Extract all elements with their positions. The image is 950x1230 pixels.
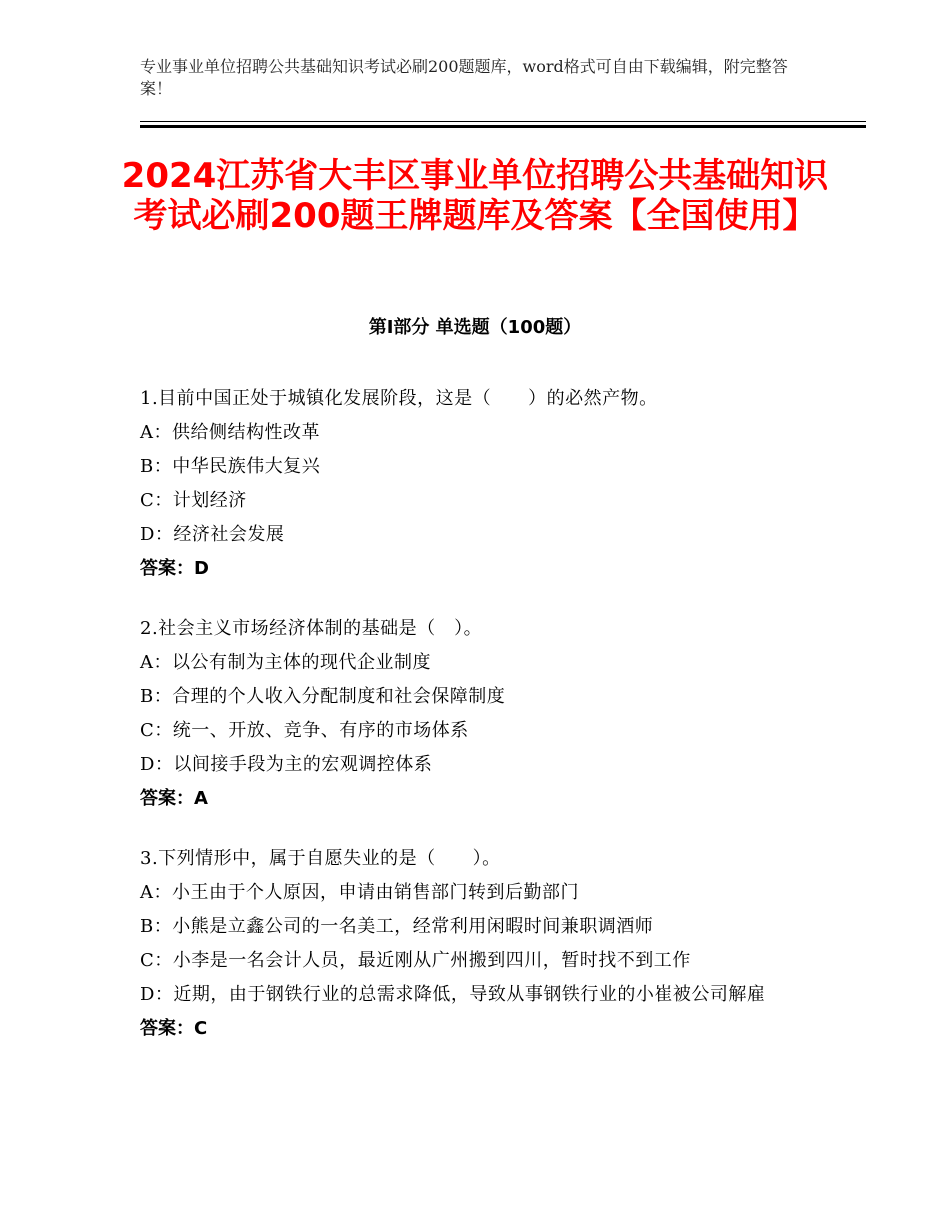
header-rule-thin bbox=[140, 121, 866, 122]
question-list bbox=[140, 382, 810, 1072]
header-rule-thick bbox=[140, 125, 866, 128]
option-c: C：小李是一名会计人员，最近刚从广州搬到四川，暂时找不到工作 bbox=[140, 950, 691, 971]
option-d: D：近期，由于钢铁行业的总需求降低，导致从事钢铁行业的小崔被公司解雇 bbox=[140, 984, 766, 1005]
option-b: B：中华民族伟大复兴 bbox=[140, 456, 321, 477]
header-note: 专业事业单位招聘公共基础知识考试必刷200题题库，word格式可自由下载编辑，附完整答案！ bbox=[140, 57, 788, 98]
answer: 答案：C bbox=[140, 1018, 208, 1039]
question-stem: 1.目前中国正处于城镇化发展阶段，这是（ ）的必然产物。 bbox=[140, 388, 658, 409]
document-title: 2024江苏省大丰区事业单位招聘公共基础知识考试必刷200题王牌题库及答案【全国使用】 bbox=[121, 156, 829, 236]
option-b: B：合理的个人收入分配制度和社会保障制度 bbox=[140, 686, 506, 707]
option-d: D：经济社会发展 bbox=[140, 524, 285, 545]
section-title: 第Ⅰ部分 单选题（100题） bbox=[368, 317, 582, 338]
question-1 bbox=[140, 382, 810, 586]
option-a: A：以公有制为主体的现代企业制度 bbox=[140, 652, 431, 673]
option-a: A：供给侧结构性改革 bbox=[140, 422, 320, 443]
option-d: D：以间接手段为主的宏观调控体系 bbox=[140, 754, 433, 775]
question-stem: 3.下列情形中，属于自愿失业的是（ ）。 bbox=[140, 848, 501, 869]
option-c: C：统一、开放、竞争、有序的市场体系 bbox=[140, 720, 469, 741]
option-a: A：小王由于个人原因，申请由销售部门转到后勤部门 bbox=[140, 882, 579, 903]
option-c: C：计划经济 bbox=[140, 490, 247, 511]
question-stem: 2.社会主义市场经济体制的基础是（ ）。 bbox=[140, 618, 483, 639]
question-3 bbox=[140, 842, 810, 1046]
question-2 bbox=[140, 612, 810, 816]
answer: 答案：A bbox=[140, 788, 208, 809]
option-b: B：小熊是立鑫公司的一名美工，经常利用闲暇时间兼职调酒师 bbox=[140, 916, 654, 937]
answer: 答案：D bbox=[140, 558, 209, 579]
